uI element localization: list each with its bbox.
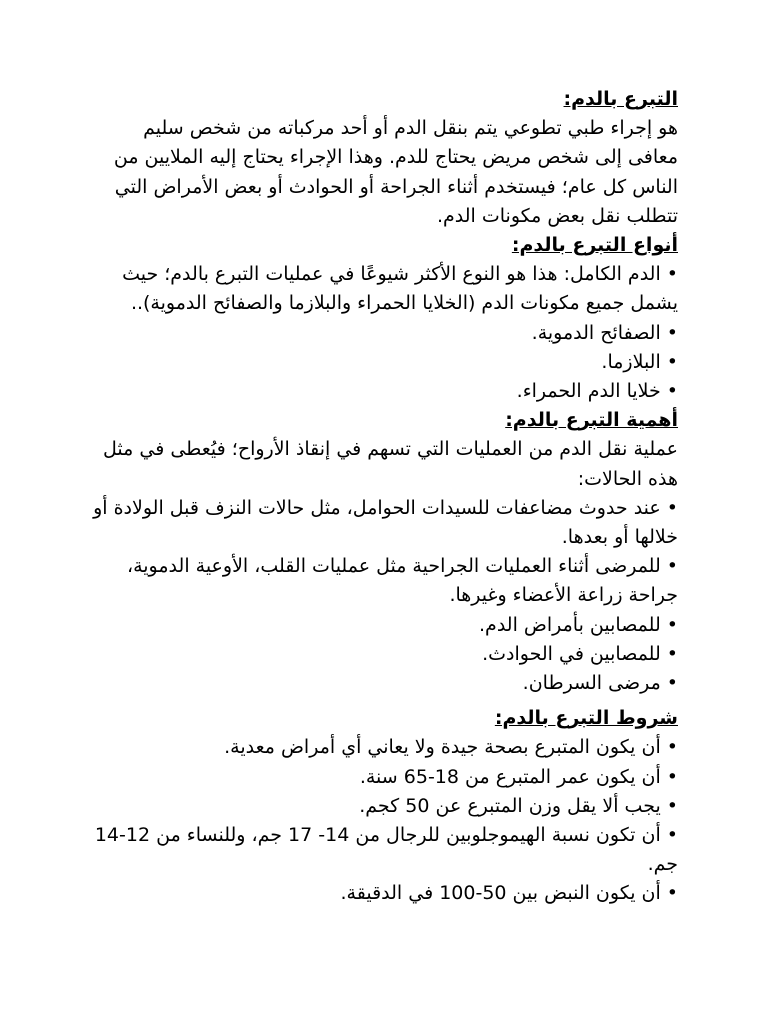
paragraph-importance-intro: عملية نقل الدم من العمليات التي تسهم في إنقاذ الأرواح؛ فيُعطى في مثل هذه الحالات:	[103, 438, 678, 490]
list-item-plasma: • البلازما.	[601, 350, 678, 373]
list-item-surgery-patients: • للمرضى أثناء العمليات الجراحية مثل عمليات القلب، الأوعية الدموية، جراحة زراعة الأعضاء وغيرها.	[126, 555, 678, 607]
list-item-whole-blood: • الدم الكامل: هذا هو النوع الأكثر شيوعًا في عمليات التبرع بالدم؛ حيث يشمل جميع مكونات الدم (الخلايا الحمراء والبلازما والصفائح الدموية)..	[122, 263, 678, 315]
section-heading-conditions: شروط التبرع بالدم:	[494, 707, 678, 730]
section-heading-donation-types: أنواع التبرع بالدم:	[511, 234, 678, 257]
list-item-cancer: • مرضى السرطان.	[522, 672, 678, 695]
paragraph-definition: هو إجراء طبي تطوعي يتم بنقل الدم أو أحد مركباته من شخص سليم معافى إلى شخص مريض يحتاج للدم. وهذا الإجراء يحتاج إليه الملايين من الناس كل عام؛ فيستخدم أثناء الجراحة أو الحوادث أو بعض الأمراض التي تتطلب نقل بعض مكونات الدم.	[113, 117, 678, 227]
list-item-good-health: • أن يكون المتبرع بصحة جيدة ولا يعاني أي أمراض معدية.	[224, 736, 678, 759]
list-item-age: • أن يكون عمر المتبرع من 18-65 سنة.	[359, 765, 678, 788]
list-item-red-cells: • خلايا الدم الحمراء.	[516, 380, 678, 403]
list-item-pulse: • أن يكون النبض بين 50-100 في الدقيقة.	[340, 882, 678, 905]
list-item-hemoglobin: • أن تكون نسبة الهيموجلوبين للرجال من 14- 17 جم، وللنساء من 12-14 جم.	[94, 824, 678, 876]
section-heading-importance: أهمية التبرع بالدم:	[505, 409, 678, 432]
document-page	[90, 85, 678, 909]
list-item-accidents: • للمصابين في الحوادث.	[482, 642, 678, 665]
list-item-blood-diseases: • للمصابين بأمراض الدم.	[479, 613, 678, 636]
list-item-weight: • يجب ألا يقل وزن المتبرع عن 50 كجم.	[359, 794, 678, 817]
list-item-platelets: • الصفائح الدموية.	[531, 321, 678, 344]
list-item-pregnant-women: • عند حدوث مضاعفات للسيدات الحوامل، مثل حالات النزف قبل الولادة أو خلالها أو بعدها.	[93, 496, 678, 549]
section-heading-blood-donation: التبرع بالدم:	[563, 88, 678, 110]
